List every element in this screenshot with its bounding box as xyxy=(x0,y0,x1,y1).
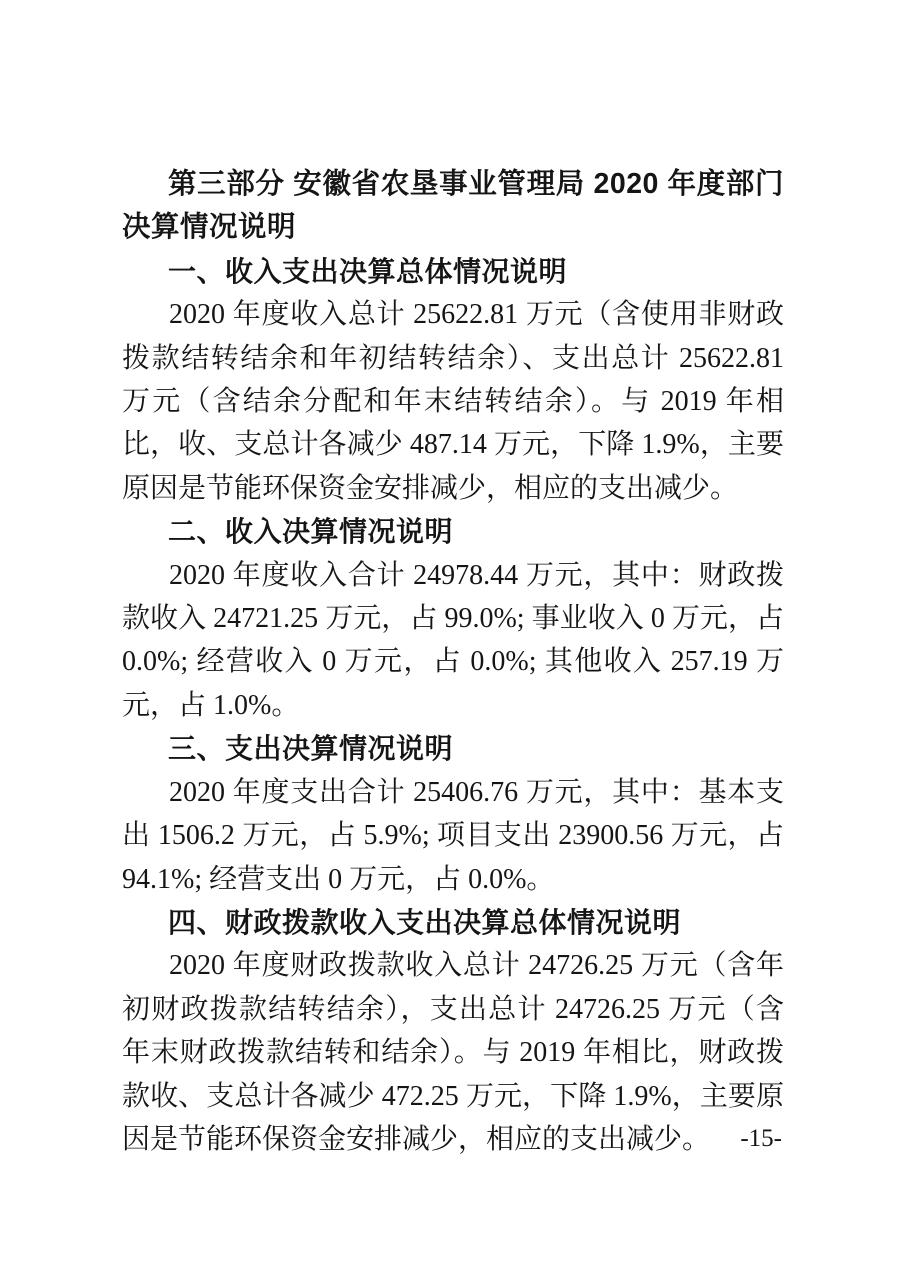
document-content xyxy=(122,163,784,1161)
page-number: -15- xyxy=(740,1125,782,1152)
document-title: 第三部分 安徽省农垦事业管理局 2020 年度部门决算情况说明 xyxy=(122,168,784,244)
section-heading-fiscal-appropriation-overview: 四、财政拨款收入支出决算总体情况说明 xyxy=(168,906,682,938)
section-heading-income-details: 二、收入决算情况说明 xyxy=(168,516,454,548)
section-body-income-details: 2020 年度收入合计 24978.44 万元，其中：财政拨款收入 24721.25 万元，占 99.0%; 事业收入 0 万元，占 0.0%; 经营收入 0 万元，占 0.0%; 其他收入 257.19 万元，占 1.0%。 xyxy=(122,559,784,721)
section-body-income-expenditure-overview: 2020 年度收入总计 25622.81 万元（含使用非财政拨款结转结余和年初结转结余）、支出总计 25622.81 万元（含结余分配和年末结转结余）。与 2019 年相比，收、支总计各减少 487.14 万元，下降 1.9%，主要原因是节能环保资金安排减少，相应的支出减少。 xyxy=(122,299,784,504)
section-body-expenditure-details: 2020 年度支出合计 25406.76 万元，其中：基本支出 1506.2 万元，占 5.9%; 项目支出 23900.56 万元，占 94.1%; 经营支出 0 万元，占 0.0%。 xyxy=(122,776,784,895)
section-heading-income-expenditure-overview: 一、收入支出决算总体情况说明 xyxy=(168,255,568,287)
section-heading-expenditure-details: 三、支出决算情况说明 xyxy=(168,733,454,765)
section-body-fiscal-appropriation-overview: 2020 年度财政拨款收入总计 24726.25 万元（含年初财政拨款结转结余），支出总计 24726.25 万元（含年末财政拨款结转和结余）。与 2019 年相比，财政拨款收、支总计各减少 472.25 万元，下降 1.9%，主要原因是节能环保资金安排减少，相应的支出减少。 xyxy=(122,950,784,1155)
